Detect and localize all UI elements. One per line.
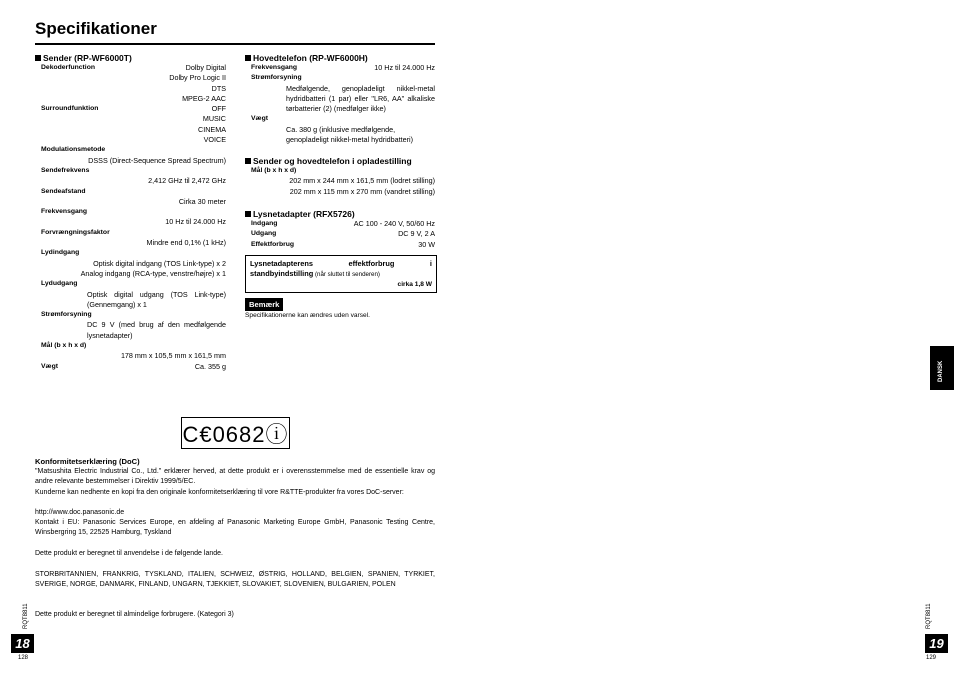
bullet-square-icon [245,211,251,217]
frequency-value: 2,412 GHz til 2,472 GHz [148,176,226,186]
charging-heading: Sender og hovedtelefon i opladestilling [245,156,435,166]
decoder-value-3: DTS [211,83,226,93]
adapter-output-value: DC 9 V, 2 A [398,229,435,239]
page-number-left: 18 [11,634,34,653]
audio-output-value: Optisk digital udgang (TOS Link-type) (Gennemgang) x 1 [87,289,226,309]
language-tab-label: DANSK [938,360,944,382]
note-badge: Bemærk [245,298,283,311]
response-label: Frekvensgang [41,208,88,216]
surround-value-3: CINEMA [198,124,226,134]
standby-word-3: i [429,259,432,268]
decoder-label: Dekoderfunction [41,64,96,71]
doc-paragraph-1: "Matsushita Electric Industrial Co., Ltd." erklærer herved, at dette produkt er i overensstemmelse med de essentielle krav og andre relevante bestemmelser i Direktiv 1999/5/EC. [35,468,435,486]
audio-input-label: Lydindgang [41,249,80,257]
adapter-input-value: AC 100 - 240 V, 50/60 Hz [353,219,435,228]
weight-value: Ca. 355 g [194,361,226,371]
language-tab [930,346,954,390]
hp-response-label: Frekvensgang [251,64,298,71]
adapter-consumption-label: Effektforbrug [251,240,295,248]
doc-paragraph-2: Kunderne kan nedhente en kopi fra den originale konformitetserklæring til vore R&TTE-produkter fra vores DoC-server: [35,489,404,496]
response-value: 10 Hz til 24.000 Hz [165,217,226,227]
surround-value-1: OFF [211,104,226,114]
distance-label: Sendeafstand [41,187,86,195]
ce-mark-logo [181,417,290,449]
modulation-value: DSSS (Direct-Sequence Spread Spectrum) [88,155,226,165]
page-number-right: 19 [925,634,948,653]
decoder-value-2: Dolby Pro Logic II [169,73,226,83]
surround-value-2: MUSIC [202,114,226,124]
weight-label: Vægt [41,362,58,370]
hp-power-label: Strømforsyning [251,74,302,82]
doc-countries-list: STORBRITANNIEN, FRANKRIG, TYSKLAND, ITALIEN, SCHWEIZ, ØSTRIG, HOLLAND, BELGIEN, SPANIEN, TYRKIET, SVERIGE, NORGE, DANMARK, FINLAND, UNGARN, TJEKKIET, SLOVAKIET, SLOVENIEN, BULGARIEN, POLEN [35,571,435,589]
audio-input-value-1: Optisk digital indgang (TOS Link-type) x 2 [93,258,226,268]
doc-link[interactable]: http://www.doc.panasonic.de [35,509,125,516]
distortion-label: Forvrængningsfaktor [41,228,110,236]
adapter-input-label: Indgang [251,220,278,227]
ce-mark-text: C€0682ⓘ [182,421,289,447]
standby-line2-bold: standbyindstilling [250,269,314,278]
adapter-section [245,209,435,250]
power-value: DC 9 V (med brug af den medfølgende lysnetadapter) [87,320,226,340]
surround-value-4: VOICE [203,135,226,145]
page-small-left: 128 [18,655,29,661]
dimensions-value: 178 mm x 105,5 mm x 161,5 mm [120,351,226,361]
standby-word-2: effektforbrug [348,259,395,268]
modulation-label: Modulationsmetode [41,146,106,154]
surround-label: Surroundfunktion [41,105,99,113]
bullet-square-icon [245,55,251,61]
page-small-right: 129 [926,655,937,661]
title-divider [35,43,435,45]
standby-line2-rest: (når sluttet til senderen) [313,271,380,278]
doc-category: Dette produkt er beregnet til almindelige forbrugere. (Kategori 3) [35,611,234,618]
headphone-heading: Hovedtelefon (RP-WF6000H) [245,53,435,63]
charging-dimensions-value-1: 202 mm x 244 mm x 161,5 mm (lodret stilling) [289,176,435,186]
standby-word-1: Lysnetadapterens [250,259,313,268]
doc-code-left: RQT8811 [23,603,29,629]
standby-value: cirka 1,8 W [397,281,432,288]
bullet-square-icon [245,158,251,164]
hp-power-value: Medfølgende, genopladeligt nikkel-metal hydridbatteri (1 par) eller "LR6, AA" alkaliske tørbatterier (2) (medfølger ikke) [286,83,435,114]
frequency-label: Sendefrekvens [41,166,90,174]
charging-dimensions-label: Mål (b x h x d) [251,167,297,174]
adapter-consumption-value: 30 W [418,239,435,249]
sender-heading: Sender (RP-WF6000T) [35,53,226,63]
charging-section [245,156,435,197]
decoder-value-1: Dolby Digital [185,63,226,72]
decoder-value-4: MPEG-2 AAC [182,93,226,103]
page-title: Specifikationer [35,19,157,38]
audio-output-label: Lydudgang [41,280,78,288]
dimensions-label: Mål (b x h x d) [41,342,87,350]
standby-power-box [245,255,437,293]
hp-weight-label: Vægt [251,115,268,123]
adapter-heading: Lysnetadapter (RFX5726) [245,209,435,219]
headphone-section [245,53,435,145]
distortion-value: Mindre end 0,1% (1 kHz) [146,238,226,248]
hp-response-value: 10 Hz til 24.000 Hz [374,63,435,72]
audio-input-value-2: Analog indgang (RCA-type, venstre/højre) x 1 [80,268,226,278]
charging-dimensions-value-2: 202 mm x 115 mm x 270 mm (vandret stilling) [289,186,435,196]
power-label: Strømforsyning [41,311,92,319]
doc-code-right: RQT8811 [926,603,932,629]
distance-value: Cirka 30 meter [178,196,226,206]
note-text: Specifikationerne kan ændres uden varsel. [245,312,370,319]
bullet-square-icon [35,55,41,61]
doc-contact: Kontakt i EU: Panasonic Services Europe, en afdeling af Panasonic Marketing Europe GmbH, Panasonic Testing Centre, Winsbergring 15, 22525 Hamburg, Tyskland [35,519,435,537]
doc-heading: Konformitetserklæring (DoC) [35,457,140,466]
adapter-output-label: Udgang [251,230,277,238]
hp-weight-value: Ca. 380 g (inklusive medfølgende, genopladeligt nikkel-metal hydridbatteri) [286,124,414,145]
doc-countries-intro: Dette produkt er beregnet til anvendelse i de følgende lande. [35,550,223,557]
sender-section [35,53,226,372]
